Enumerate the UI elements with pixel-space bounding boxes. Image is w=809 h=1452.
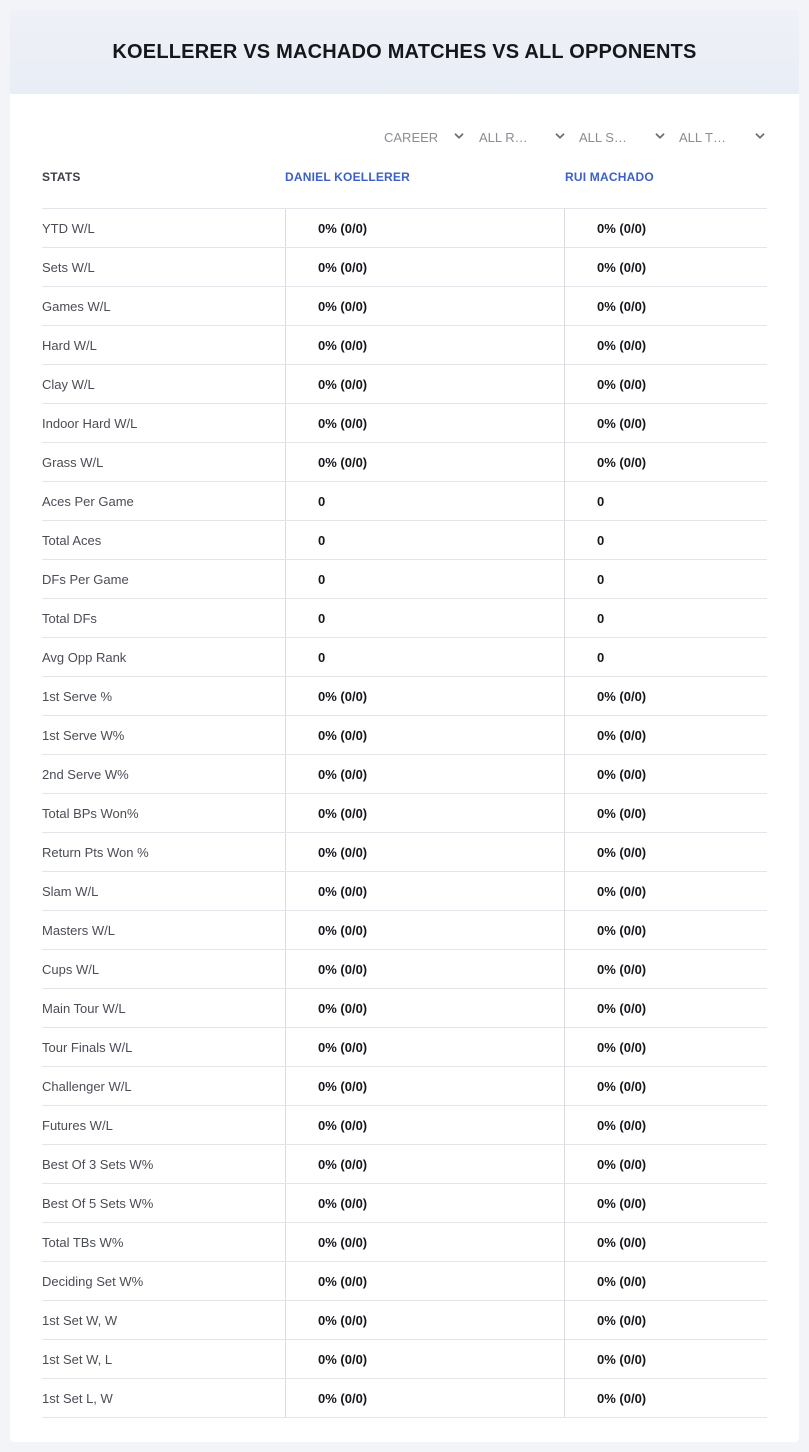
- player2-value: 0% (0/0): [564, 1106, 767, 1144]
- stat-label: Grass W/L: [42, 454, 104, 470]
- stat-label: Challenger W/L: [42, 1078, 132, 1094]
- player2-value: 0% (0/0): [564, 950, 767, 988]
- player2-value: 0% (0/0): [564, 404, 767, 442]
- table-row: [42, 950, 767, 989]
- filter-surface-select[interactable]: [579, 126, 665, 148]
- stat-label: Deciding Set W%: [42, 1273, 144, 1289]
- stat-label: Futures W/L: [42, 1117, 113, 1133]
- stat-label: Total Aces: [42, 532, 102, 548]
- player2-value: 0% (0/0): [564, 1340, 767, 1378]
- player2-value: 0% (0/0): [564, 1028, 767, 1066]
- table-row: [42, 1301, 767, 1340]
- table-row: [42, 872, 767, 911]
- stat-label: Total DFs: [42, 610, 97, 626]
- filter-period-select[interactable]: [384, 126, 464, 148]
- stat-label: Games W/L: [42, 298, 111, 314]
- player2-value: 0% (0/0): [564, 1184, 767, 1222]
- player1-value: 0: [285, 482, 565, 520]
- chevron-down-icon: [755, 131, 765, 141]
- filter-round-select[interactable]: [479, 126, 565, 148]
- player1-value: 0% (0/0): [285, 911, 565, 949]
- stat-label: Best Of 5 Sets W%: [42, 1195, 154, 1211]
- table-row: [42, 1145, 767, 1184]
- player2-value: 0% (0/0): [564, 794, 767, 832]
- table-row: [42, 482, 767, 521]
- player1-value: 0% (0/0): [285, 989, 565, 1027]
- player1-value: 0% (0/0): [285, 209, 565, 247]
- table-row: [42, 755, 767, 794]
- stats-column-header: STATS: [42, 170, 81, 184]
- player1-value: 0% (0/0): [285, 1106, 565, 1144]
- player1-value: 0% (0/0): [285, 404, 565, 442]
- player2-value: 0% (0/0): [564, 248, 767, 286]
- player2-value: 0% (0/0): [564, 287, 767, 325]
- player2-value: 0% (0/0): [564, 1067, 767, 1105]
- player1-value: 0: [285, 599, 565, 637]
- player2-value: 0% (0/0): [564, 1262, 767, 1300]
- player1-value: 0% (0/0): [285, 287, 565, 325]
- player2-value: 0% (0/0): [564, 326, 767, 364]
- player1-value: 0% (0/0): [285, 1184, 565, 1222]
- player2-column-header[interactable]: RUI MACHADO: [565, 170, 654, 184]
- player1-value: 0% (0/0): [285, 1067, 565, 1105]
- stat-label: Masters W/L: [42, 922, 115, 938]
- player2-value: 0% (0/0): [564, 443, 767, 481]
- stat-label: Best Of 3 Sets W%: [42, 1156, 154, 1172]
- filter-surface-label: ALL S…: [579, 129, 627, 145]
- player2-value: 0% (0/0): [564, 1145, 767, 1183]
- player2-value: 0% (0/0): [564, 209, 767, 247]
- stat-label: Total TBs W%: [42, 1234, 124, 1250]
- table-row: [42, 833, 767, 872]
- player1-value: 0% (0/0): [285, 1223, 565, 1261]
- stat-label: Main Tour W/L: [42, 1000, 126, 1016]
- table-row: [42, 599, 767, 638]
- stat-label: 1st Set W, W: [42, 1312, 118, 1328]
- player2-value: 0% (0/0): [564, 755, 767, 793]
- player1-value: 0% (0/0): [285, 443, 565, 481]
- table-row: [42, 1067, 767, 1106]
- player2-value: 0: [564, 482, 767, 520]
- table-row: [42, 1184, 767, 1223]
- player1-value: 0% (0/0): [285, 950, 565, 988]
- player1-value: 0% (0/0): [285, 1379, 565, 1417]
- player2-value: 0% (0/0): [564, 989, 767, 1027]
- player2-value: 0% (0/0): [564, 1301, 767, 1339]
- table-row: [42, 209, 767, 248]
- table-row: [42, 326, 767, 365]
- player1-value: 0: [285, 638, 565, 676]
- stat-label: Cups W/L: [42, 961, 100, 977]
- stat-label: Indoor Hard W/L: [42, 415, 138, 431]
- player2-value: 0: [564, 560, 767, 598]
- player1-value: 0: [285, 560, 565, 598]
- stats-card: [10, 10, 799, 1442]
- table-row: [42, 1379, 767, 1418]
- player1-value: 0% (0/0): [285, 1262, 565, 1300]
- table-row: [42, 989, 767, 1028]
- player2-value: 0: [564, 599, 767, 637]
- stat-label: 2nd Serve W%: [42, 766, 129, 782]
- table-row: [42, 716, 767, 755]
- table-row: [42, 677, 767, 716]
- stat-label: Hard W/L: [42, 337, 97, 353]
- table-row: [42, 638, 767, 677]
- player1-value: 0% (0/0): [285, 1340, 565, 1378]
- stat-label: Total BPs Won%: [42, 805, 139, 821]
- stat-label: 1st Serve %: [42, 688, 113, 704]
- stat-label: Return Pts Won %: [42, 844, 149, 860]
- stat-label: Tour Finals W/L: [42, 1039, 133, 1055]
- filter-tournament-label: ALL T…: [679, 129, 726, 145]
- player1-value: 0% (0/0): [285, 794, 565, 832]
- chevron-down-icon: [454, 131, 464, 141]
- player2-value: 0% (0/0): [564, 911, 767, 949]
- player1-value: 0% (0/0): [285, 872, 565, 910]
- player1-value: 0% (0/0): [285, 716, 565, 754]
- filter-tournament-select[interactable]: [679, 126, 765, 148]
- player1-value: 0: [285, 521, 565, 559]
- stat-label: Sets W/L: [42, 259, 95, 275]
- table-row: [42, 911, 767, 950]
- player2-value: 0% (0/0): [564, 1223, 767, 1261]
- player2-value: 0% (0/0): [564, 677, 767, 715]
- player1-value: 0% (0/0): [285, 248, 565, 286]
- player1-value: 0% (0/0): [285, 365, 565, 403]
- table-row: [42, 365, 767, 404]
- filter-period-label: CAREER: [384, 129, 439, 145]
- chevron-down-icon: [555, 131, 565, 141]
- table-row: [42, 560, 767, 599]
- stat-label: Aces Per Game: [42, 493, 134, 509]
- table-row: [42, 794, 767, 833]
- stats-table: [42, 208, 767, 1418]
- stat-label: 1st Set L, W: [42, 1390, 113, 1406]
- player1-value: 0% (0/0): [285, 326, 565, 364]
- player1-value: 0% (0/0): [285, 1028, 565, 1066]
- table-row: [42, 1028, 767, 1067]
- stat-label: Clay W/L: [42, 376, 95, 392]
- stat-label: DFs Per Game: [42, 571, 129, 587]
- player2-value: 0: [564, 521, 767, 559]
- table-row: [42, 1262, 767, 1301]
- table-row: [42, 1106, 767, 1145]
- table-row: [42, 1223, 767, 1262]
- table-row: [42, 287, 767, 326]
- stat-label: Avg Opp Rank: [42, 649, 127, 665]
- player1-value: 0% (0/0): [285, 1145, 565, 1183]
- table-row: [42, 443, 767, 482]
- table-row: [42, 1340, 767, 1379]
- stat-label: 1st Serve W%: [42, 727, 125, 743]
- chevron-down-icon: [655, 131, 665, 141]
- table-row: [42, 404, 767, 443]
- player2-value: 0% (0/0): [564, 1379, 767, 1417]
- player2-value: 0% (0/0): [564, 365, 767, 403]
- stat-label: Slam W/L: [42, 883, 99, 899]
- page-title: KOELLERER VS MACHADO MATCHES VS ALL OPPONENTS: [112, 40, 697, 63]
- stat-label: YTD W/L: [42, 220, 95, 236]
- player2-value: 0% (0/0): [564, 872, 767, 910]
- player2-value: 0: [564, 638, 767, 676]
- player1-value: 0% (0/0): [285, 677, 565, 715]
- player1-value: 0% (0/0): [285, 755, 565, 793]
- page-header: [10, 10, 799, 94]
- stat-label: 1st Set W, L: [42, 1351, 113, 1367]
- filter-round-label: ALL R…: [479, 129, 528, 145]
- filter-bar: [10, 126, 799, 148]
- player2-value: 0% (0/0): [564, 833, 767, 871]
- player2-value: 0% (0/0): [564, 716, 767, 754]
- table-row: [42, 521, 767, 560]
- player1-value: 0% (0/0): [285, 1301, 565, 1339]
- player1-column-header[interactable]: DANIEL KOELLERER: [285, 170, 410, 184]
- table-row: [42, 248, 767, 287]
- player1-value: 0% (0/0): [285, 833, 565, 871]
